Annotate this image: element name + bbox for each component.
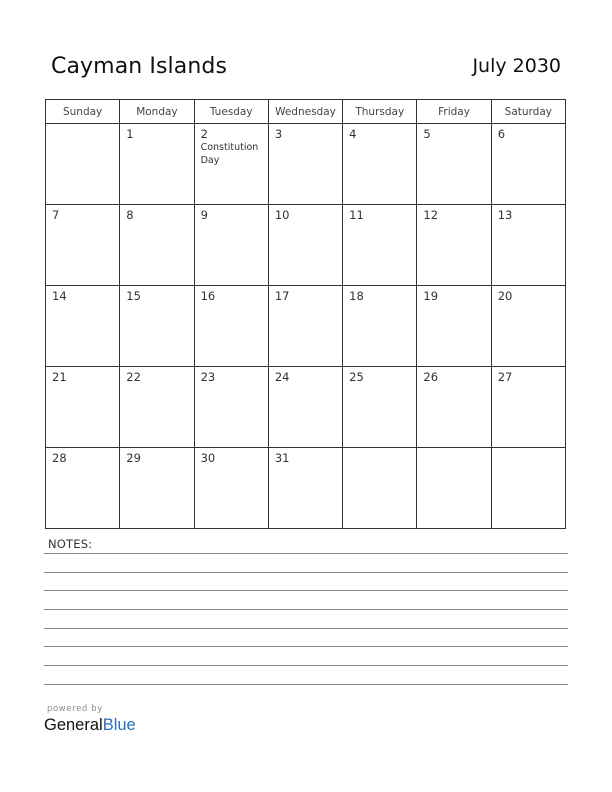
day-number: 3	[274, 127, 283, 141]
day-cell	[46, 367, 120, 448]
day-cell	[120, 124, 194, 205]
holiday-label: Constitution Day	[200, 142, 259, 166]
day-number: 5	[423, 127, 431, 141]
note-line	[44, 646, 568, 647]
day-number: 22	[126, 370, 141, 384]
day-cell	[194, 367, 268, 448]
week-row	[46, 448, 566, 529]
empty-day-cell	[343, 448, 417, 529]
day-number: 27	[497, 370, 513, 384]
powered-by-text: powered by	[47, 704, 103, 714]
day-number: 1	[126, 127, 134, 141]
day-cell	[343, 367, 417, 448]
week-row	[46, 124, 566, 205]
note-line	[44, 628, 568, 629]
day-number: 29	[126, 451, 141, 465]
day-cell	[417, 205, 491, 286]
month-year: July 2030	[472, 55, 561, 77]
day-number: 15	[126, 289, 141, 303]
day-cell	[491, 367, 565, 448]
note-line	[44, 665, 568, 666]
day-cell	[343, 205, 417, 286]
note-line	[44, 590, 568, 591]
day-number: 19	[423, 289, 439, 303]
note-line	[44, 684, 568, 685]
day-cell	[194, 286, 268, 367]
day-cell	[120, 286, 194, 367]
weekday-thursday: Thursday	[343, 100, 417, 124]
day-number: 18	[349, 289, 364, 303]
day-cell	[120, 205, 194, 286]
day-cell	[491, 124, 565, 205]
week-row	[46, 367, 566, 448]
weekday-tuesday: Tuesday	[194, 100, 268, 124]
day-cell	[46, 286, 120, 367]
day-number: 20	[497, 289, 513, 303]
generalblue-logo	[44, 716, 136, 735]
day-cell	[120, 367, 194, 448]
day-cell	[268, 205, 342, 286]
day-cell	[268, 124, 342, 205]
day-number: 2	[200, 127, 208, 141]
weekday-friday: Friday	[417, 100, 491, 124]
day-number: 24	[274, 370, 290, 384]
day-cell	[343, 286, 417, 367]
day-number: 17	[274, 289, 290, 303]
day-cell	[46, 205, 120, 286]
day-cell	[46, 448, 120, 529]
weekday-monday: Monday	[120, 100, 194, 124]
day-number: 14	[52, 289, 67, 303]
day-number: 13	[497, 208, 513, 222]
note-line	[44, 609, 568, 610]
day-number: 23	[200, 370, 216, 384]
empty-day-cell	[491, 448, 565, 529]
day-cell	[268, 448, 342, 529]
week-row	[46, 205, 566, 286]
note-line	[44, 572, 568, 573]
day-cell	[343, 124, 417, 205]
day-cell	[417, 124, 491, 205]
day-cell	[194, 205, 268, 286]
note-line	[44, 553, 568, 554]
day-number: 6	[497, 127, 506, 141]
day-cell	[194, 448, 268, 529]
day-number: 9	[200, 208, 208, 222]
day-number: 10	[274, 208, 290, 222]
day-cell	[491, 205, 565, 286]
day-number: 11	[349, 208, 364, 222]
calendar-body	[46, 124, 566, 529]
day-number: 12	[423, 208, 439, 222]
weekday-wednesday: Wednesday	[268, 100, 342, 124]
day-cell	[120, 448, 194, 529]
day-number: 25	[349, 370, 364, 384]
weekday-header-row	[46, 100, 566, 124]
empty-day-cell	[46, 124, 120, 205]
week-row	[46, 286, 566, 367]
day-number: 30	[200, 451, 216, 465]
day-cell	[417, 286, 491, 367]
day-number: 4	[349, 127, 357, 141]
calendar-title: Cayman Islands	[51, 54, 228, 79]
brand-blue: Blue	[102, 716, 136, 734]
calendar-grid	[45, 99, 566, 529]
weekday-sunday: Sunday	[46, 100, 120, 124]
day-cell	[491, 286, 565, 367]
empty-day-cell	[417, 448, 491, 529]
day-number: 26	[423, 370, 439, 384]
day-number: 16	[200, 289, 216, 303]
notes-label: NOTES:	[48, 537, 93, 551]
brand-general: General	[44, 716, 103, 734]
day-number: 7	[52, 208, 60, 222]
weekday-saturday: Saturday	[491, 100, 565, 124]
day-cell	[194, 124, 268, 205]
day-number: 28	[52, 451, 67, 465]
day-number: 8	[126, 208, 134, 222]
day-cell	[268, 286, 342, 367]
day-cell	[268, 367, 342, 448]
day-cell	[417, 367, 491, 448]
day-number: 21	[52, 370, 67, 384]
day-number: 31	[274, 451, 290, 465]
